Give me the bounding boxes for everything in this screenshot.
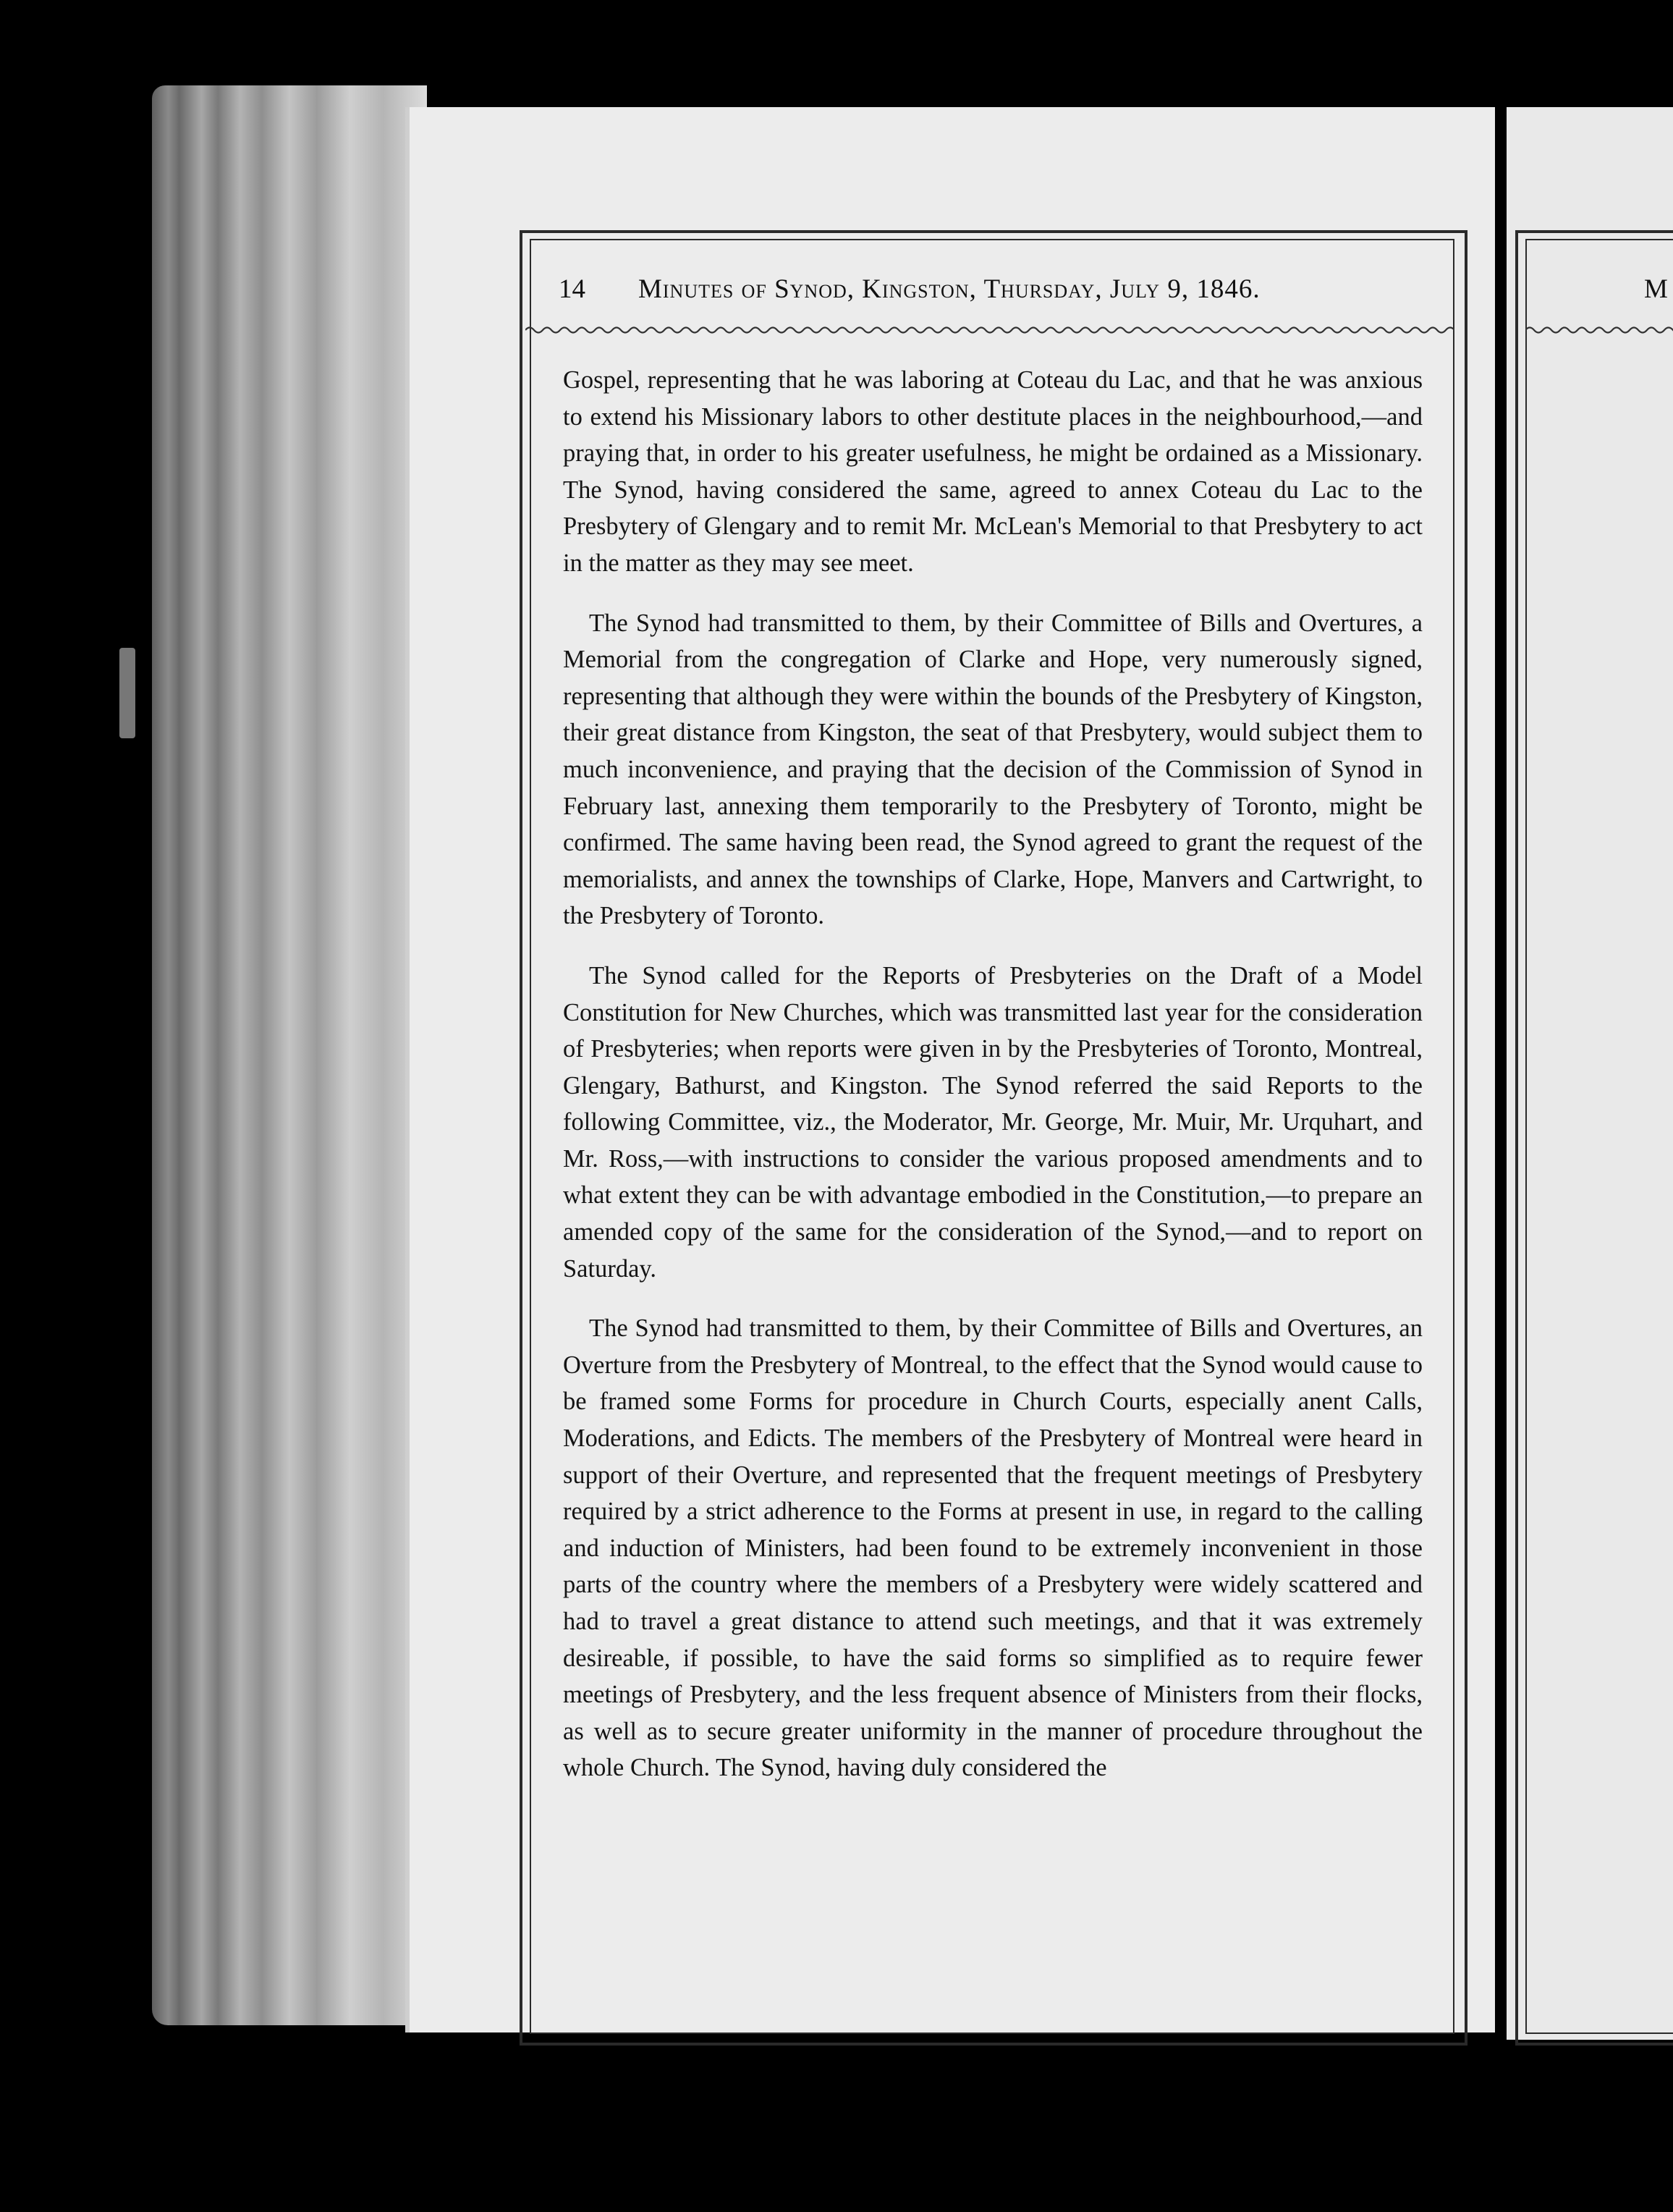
paragraph-4: The Synod had transmitted to them, by their Committee of Bills and Overtures, an Overture from the Presbytery of Montreal, to the effect that the Synod would cause to be framed some Forms for procedure in Church Courts, especially anent Calls, Moderations, and Edicts. The members of the Presbytery of Montreal were heard in support of their Overture, and represented that the frequent meetings of Presbytery required by a strict adherence to the Forms at present in use, in regard to the calling and induction of Ministers, had been found to be extremely inconvenient in those parts of the country where the members of a Presbytery were widely scattered and had to travel a great distance to attend such meetings, and that it was extremely desireable, if possible, to have the said forms so simplified as to require fewer meetings of Presbytery, and the less frequent absence of Ministers from their flocks, as well as to secure greater uniformity in the manner of procedure throughout the whole Church. The Synod, having duly considered the bbox=[563, 1314, 1423, 1782]
paragraph-3: The Synod called for the Reports of Presbyteries on the Draft of a Model Constitution for New Churches, which was transmitted last year for the consideration of Presbyteries; when reports were given in by the Presbyteries of Toronto, Montreal, Glengary, Bathurst, and Kingston. The Synod referred the said Reports to the following Committee, viz., the Moderator, Mr. George, Mr. Muir, Mr. Urquhart, and Mr. Ross,—with instructions to consider the various proposed amendments and to what extent they can be with advantage embodied in the Constitution,—to prepare an amended copy of the same for the consideration of the Synod,—and to report on Saturday. bbox=[563, 961, 1423, 1283]
paragraph-2: The Synod had transmitted to them, by their Committee of Bills and Overtures, a Memorial from the congregation of Clarke and Hope, very numerously signed, representing that although they were within the bounds of the Presbytery of Kingston, their great distance from Kingston, the seat of that Presbytery, would subject them to much inconvenience, and praying that the decision of the Commission of Synod in February last, annexing them temporarily to the Presbytery of Toronto, might be confirmed. The same having been read, the Synod agreed to grant the request of the memorialists, and annex the townships of Clarke, Hope, Manvers and Cartwright, to the Presbytery of Toronto. bbox=[563, 609, 1423, 930]
facing-page-border-inner bbox=[1525, 239, 1673, 2034]
page-number: 14 bbox=[559, 274, 585, 304]
paragraph-1: Gospel, representing that he was laboring at Coteau du Lac, and that he was anxious to extend his Missionary labors to other destitute places in the neighbourhood,—and praying that, in order to his greater usefulness, he might be ordained as a Missionary. The Synod, having considered the same, agreed to annex Coteau du Lac to the Presbytery of Glengary and to remit Mr. McLean's Memorial to that Presbytery to act in the matter as they may see meet. bbox=[563, 366, 1423, 577]
facing-page-header: M bbox=[1644, 274, 1668, 304]
wavy-rule bbox=[525, 323, 1454, 337]
facing-wavy-rule bbox=[1525, 323, 1673, 337]
page-edge-tab bbox=[119, 648, 135, 738]
book-page-edges bbox=[152, 85, 427, 2025]
header-title: Minutes of Synod, Kingston, Thursday, July 9, 1846. bbox=[638, 274, 1261, 304]
running-head bbox=[559, 274, 1441, 310]
page-body bbox=[563, 362, 1423, 1786]
